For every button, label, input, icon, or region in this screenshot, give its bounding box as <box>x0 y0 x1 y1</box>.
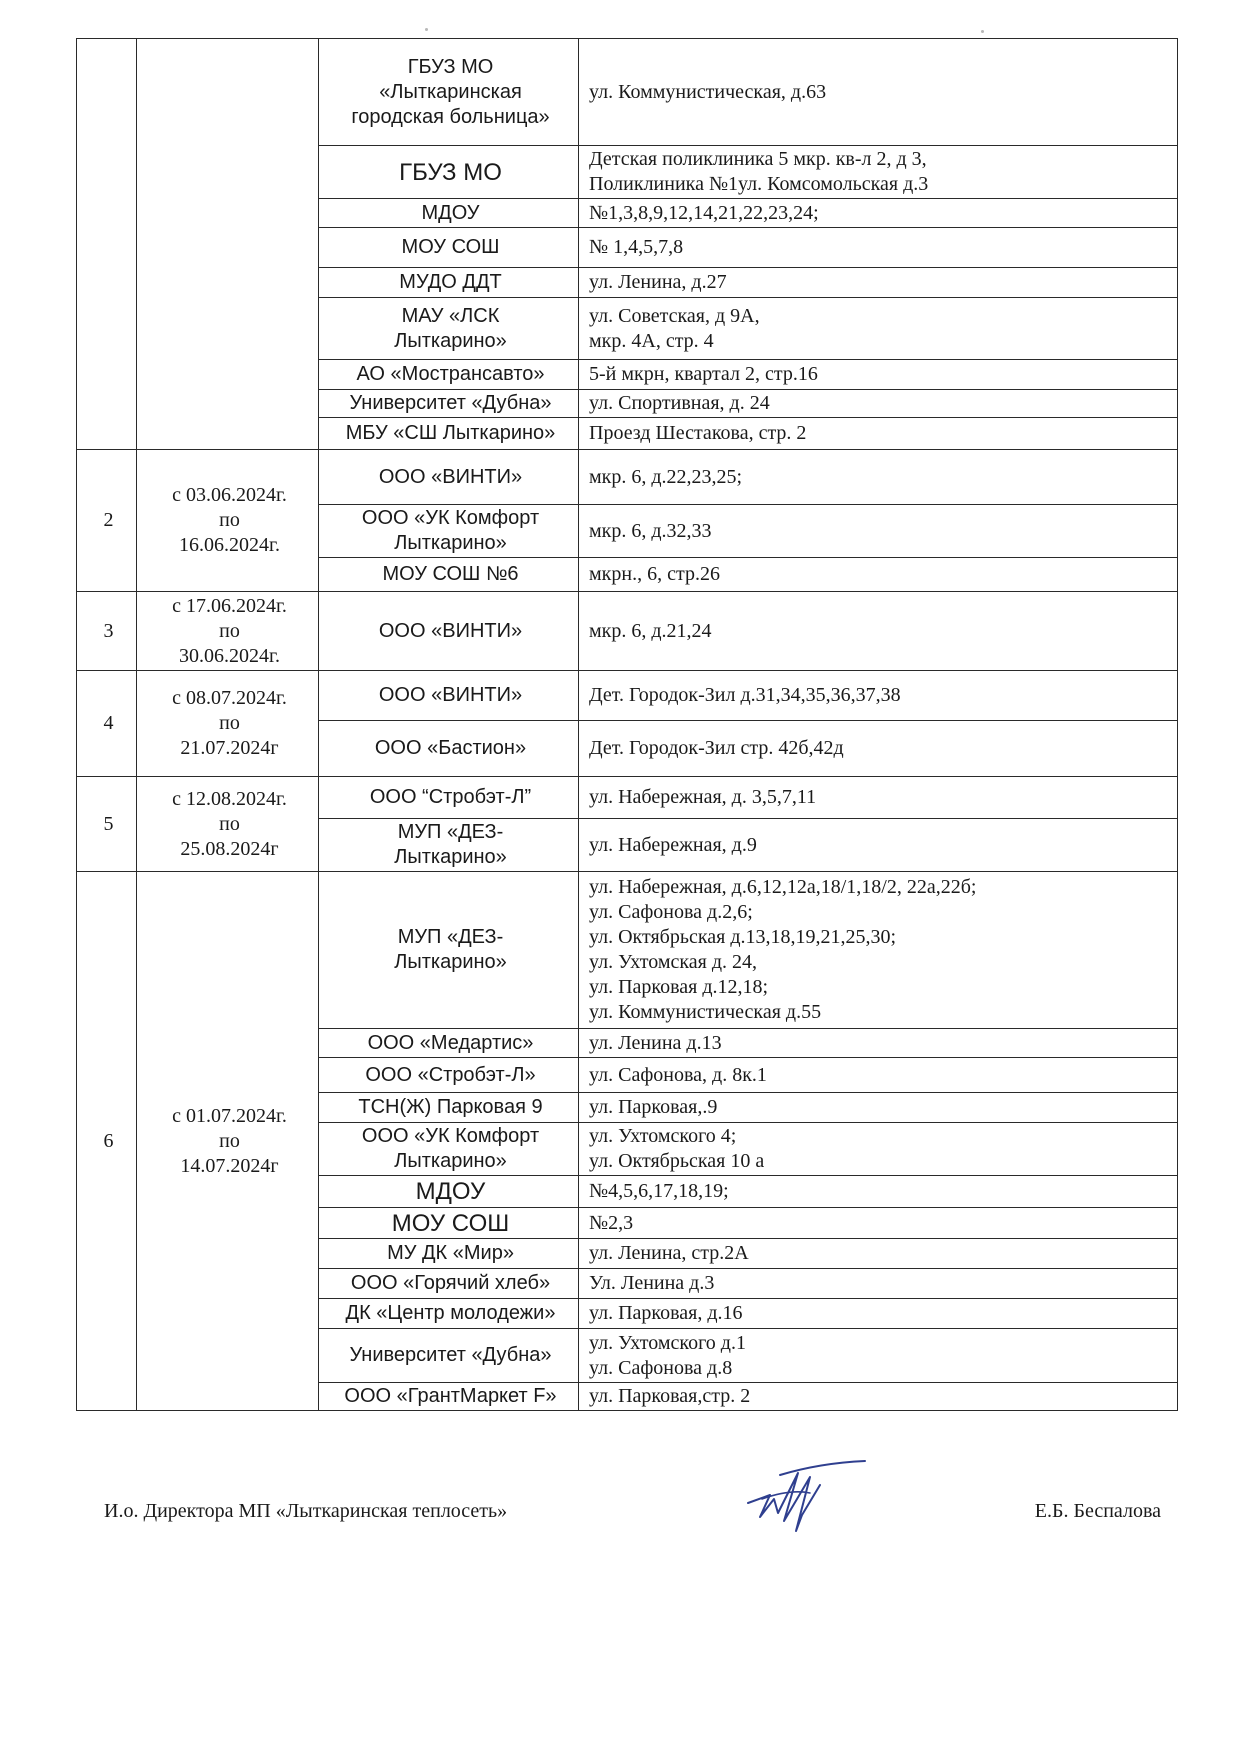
organization-line: городская больница» <box>351 105 550 128</box>
period-line: 16.06.2024г. <box>179 534 280 556</box>
period-line: с 08.07.2024г. <box>172 687 287 709</box>
organization-line: ООО «ВИНТИ» <box>378 684 523 706</box>
address-cell: №1,3,8,9,12,14,21,22,23,24; <box>579 199 1178 228</box>
organization-cell <box>319 872 579 1029</box>
table-row <box>77 777 1178 819</box>
organization-line: ООО «ВИНТИ» <box>378 619 523 642</box>
table-row <box>77 872 1178 1029</box>
period-line: 14.07.2024г <box>180 1154 279 1177</box>
organization-line: Лыткарино» <box>394 532 507 554</box>
organization-line: Лыткарино» <box>394 846 507 868</box>
organization-cell <box>319 721 579 777</box>
organization-cell <box>319 199 579 228</box>
row-number-cell: 6 <box>77 872 137 1411</box>
address-cell: Детская поликлиника 5 мкр. кв-л 2, д 3, Поликлиника №1ул. Комсомольская д.3 <box>579 146 1178 199</box>
organization-cell <box>319 1299 579 1329</box>
organization-cell <box>319 1058 579 1093</box>
organization-line: ООО «Бастион» <box>374 737 527 759</box>
address-cell: ул. Набережная, д. 3,5,7,11 <box>579 777 1178 819</box>
signature <box>740 1455 870 1545</box>
organization-cell <box>319 390 579 418</box>
organization-cell <box>319 1208 579 1239</box>
period-cell <box>137 872 319 1411</box>
address-cell: ул. Набережная, д.6,12,12а,18/1,18/2, 22а,22б; ул. Сафонова д.2,6; ул. Октябрьская д.13,18,19,21,25,30; ул. Ухтомская д. 24, ул. Парковая д.12,18; ул. Коммунистическая д.55 <box>579 872 1178 1029</box>
table-row <box>77 39 1178 146</box>
organization-cell <box>319 1176 579 1208</box>
organization-line: ДК «Центр молодежи» <box>345 1302 556 1324</box>
address-cell: №2,3 <box>579 1208 1178 1239</box>
organization-cell <box>319 1329 579 1383</box>
schedule-table <box>76 38 1178 1411</box>
address-cell: Проезд Шестакова, стр. 2 <box>579 418 1178 450</box>
address-cell: ул. Ленина д.13 <box>579 1029 1178 1058</box>
organization-cell <box>319 268 579 298</box>
organization-line: ООО “Стробэт-Л” <box>369 786 532 808</box>
address-cell: мкр. 6, д.21,24 <box>579 592 1178 671</box>
organization-cell <box>319 418 579 450</box>
signatory-position: И.о. Директора МП «Лыткаринская теплосеть» <box>104 1500 508 1522</box>
period-line: по <box>219 712 240 734</box>
period-line: с 12.08.2024г. <box>172 787 287 810</box>
organization-line: МУДО ДДТ <box>399 271 502 293</box>
address-cell: ул. Ухтомского д.1 ул. Сафонова д.8 <box>579 1329 1178 1383</box>
organization-line: Лыткарино» <box>394 1150 507 1172</box>
address-cell: Дет. Городок-Зил стр. 42б,42д <box>579 721 1178 777</box>
organization-line: МУ ДК «Мир» <box>387 1242 514 1264</box>
organization-line: ООО «Медартис» <box>367 1031 534 1054</box>
row-number-cell: 5 <box>77 777 137 872</box>
organization-cell <box>319 1383 579 1411</box>
address-cell: ул. Парковая,.9 <box>579 1093 1178 1123</box>
table-row <box>77 671 1178 721</box>
organization-cell <box>319 671 579 721</box>
organization-cell <box>319 1093 579 1123</box>
organization-cell <box>319 777 579 819</box>
address-cell: № 1,4,5,7,8 <box>579 228 1178 268</box>
organization-line: ТСН(Ж) Парковая 9 <box>358 1096 543 1118</box>
row-number-cell: 2 <box>77 450 137 592</box>
organization-cell <box>319 592 579 671</box>
organization-cell <box>319 505 579 558</box>
organization-line: МОУ СОШ <box>401 236 500 258</box>
address-cell: Дет. Городок-Зил д.31,34,35,36,37,38 <box>579 671 1178 721</box>
row-number-cell: 4 <box>77 671 137 777</box>
table-row <box>77 592 1178 671</box>
organization-cell <box>319 558 579 592</box>
address-cell: ул. Набережная, д.9 <box>579 819 1178 872</box>
period-line: с 01.07.2024г. <box>172 1104 287 1127</box>
organization-cell <box>319 360 579 390</box>
address-cell: ул. Советская, д 9А, мкр. 4А, стр. 4 <box>579 298 1178 360</box>
period-line: по <box>219 1129 240 1152</box>
organization-line: Лыткарино» <box>394 951 507 973</box>
period-line: с 17.06.2024г. <box>172 594 287 617</box>
organization-cell <box>319 1269 579 1299</box>
organization-line: Лыткарино» <box>394 329 507 352</box>
organization-line: Университет «Дубна» <box>349 1344 552 1366</box>
period-cell <box>137 39 319 450</box>
period-line: 21.07.2024г <box>180 737 279 759</box>
organization-line: МУП «ДЕЗ- <box>397 926 504 948</box>
row-number-cell <box>77 39 137 450</box>
address-cell: Ул. Ленина д.3 <box>579 1269 1178 1299</box>
scan-mark <box>425 28 428 31</box>
organization-cell <box>319 146 579 199</box>
period-line: 25.08.2024г <box>180 837 279 860</box>
organization-line: ООО «ГрантМаркет F» <box>344 1385 557 1407</box>
period-cell <box>137 671 319 777</box>
organization-line: МДОУ <box>421 201 480 224</box>
period-cell <box>137 777 319 872</box>
signatory-name: Е.Б. Беспалова <box>1034 1500 1161 1522</box>
organization-line: МУП «ДЕЗ- <box>397 821 504 843</box>
organization-cell <box>319 1123 579 1176</box>
period-line: 30.06.2024г. <box>179 644 280 667</box>
organization-line: МБУ «СШ Лыткарино» <box>345 422 556 444</box>
organization-line: АО «Мострансавто» <box>356 363 545 385</box>
address-cell: мкр. 6, д.22,23,25; <box>579 450 1178 505</box>
row-number-cell: 3 <box>77 592 137 671</box>
organization-line: ООО «Горячий хлеб» <box>350 1272 551 1294</box>
organization-line: МДОУ <box>415 1178 486 1205</box>
address-cell: ул. Ленина, стр.2А <box>579 1239 1178 1269</box>
period-line: по <box>219 812 240 835</box>
address-cell: ул. Парковая, д.16 <box>579 1299 1178 1329</box>
organization-line: ООО «УК Комфорт <box>361 1125 540 1147</box>
organization-cell <box>319 298 579 360</box>
organization-line: ООО «УК Комфорт <box>361 507 540 529</box>
table-row <box>77 450 1178 505</box>
address-cell: ул. Ленина, д.27 <box>579 268 1178 298</box>
address-cell: ул. Коммунистическая, д.63 <box>579 39 1178 146</box>
organization-line: ООО «Стробэт-Л» <box>365 1063 536 1086</box>
organization-line: ООО «ВИНТИ» <box>378 465 523 488</box>
address-cell: 5-й мкрн, квартал 2, стр.16 <box>579 360 1178 390</box>
address-cell: ул. Ухтомского 4; ул. Октябрьская 10 а <box>579 1123 1178 1176</box>
period-cell <box>137 592 319 671</box>
organization-line: «Лыткаринская <box>379 80 522 103</box>
period-line: по <box>219 619 240 642</box>
organization-cell <box>319 819 579 872</box>
organization-cell <box>319 1029 579 1058</box>
organization-line: МОУ СОШ <box>391 1209 510 1237</box>
address-cell: мкр. 6, д.32,33 <box>579 505 1178 558</box>
scan-mark <box>981 30 984 33</box>
organization-line: МАУ «ЛСК <box>401 304 500 327</box>
organization-cell <box>319 1239 579 1269</box>
organization-line: Университет «Дубна» <box>349 392 552 414</box>
organization-line: ГБУЗ МО <box>399 158 502 186</box>
organization-cell <box>319 228 579 268</box>
organization-line: МОУ СОШ №6 <box>382 563 519 585</box>
address-cell: ул. Сафонова, д. 8к.1 <box>579 1058 1178 1093</box>
period-line: по <box>219 509 240 531</box>
address-cell: ул. Спортивная, д. 24 <box>579 390 1178 418</box>
address-cell: ул. Парковая,стр. 2 <box>579 1383 1178 1411</box>
organization-line: ГБУЗ МО <box>407 55 494 78</box>
address-cell: мкрн., 6, стр.26 <box>579 558 1178 592</box>
period-cell <box>137 450 319 592</box>
address-cell: №4,5,6,17,18,19; <box>579 1176 1178 1208</box>
organization-cell <box>319 450 579 505</box>
organization-cell <box>319 39 579 146</box>
period-line: с 03.06.2024г. <box>172 484 287 506</box>
